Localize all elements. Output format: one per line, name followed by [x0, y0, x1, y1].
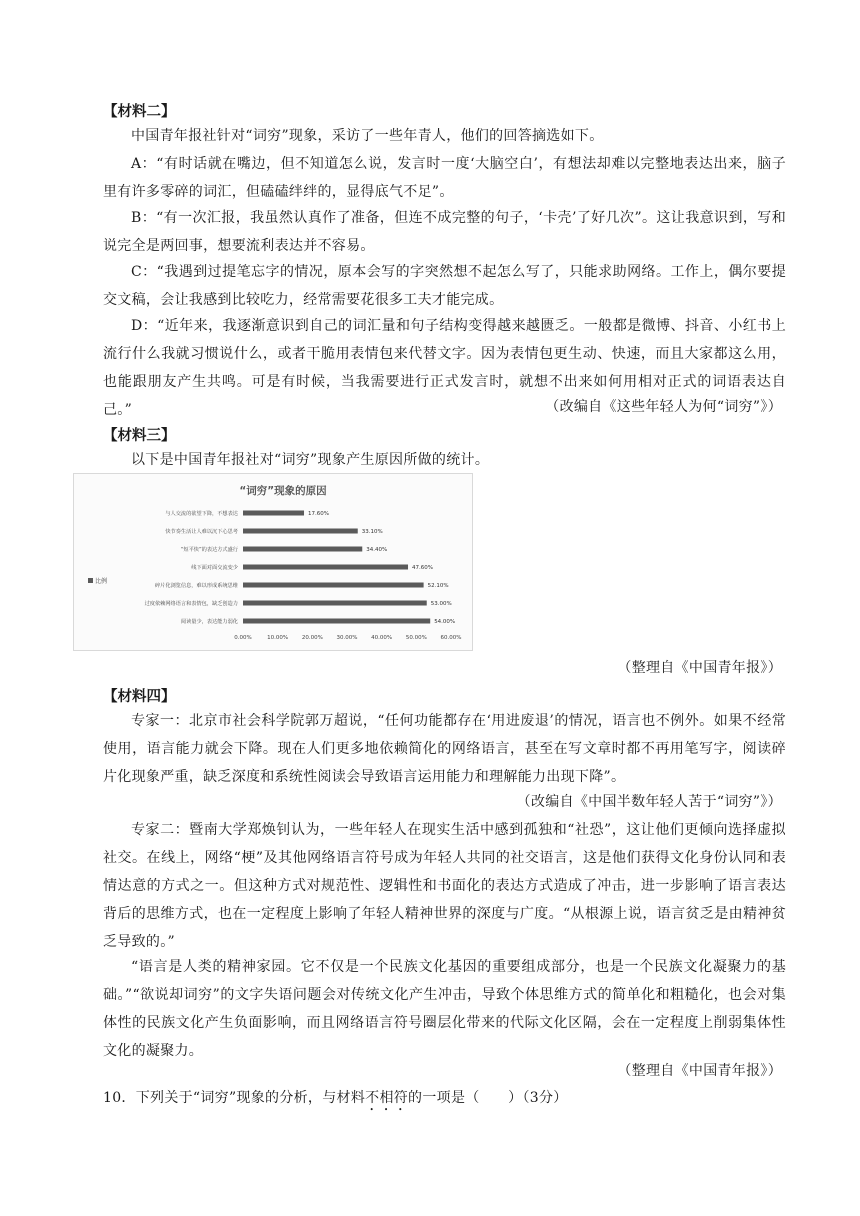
chart-title: “词穷”现象的原因 — [239, 485, 327, 497]
legend-label: 比例 — [95, 578, 108, 585]
data-label: 34.40% — [366, 547, 388, 553]
x-tick-label: 20.00% — [301, 635, 323, 641]
x-tick-label: 10.00% — [267, 635, 289, 641]
bar — [243, 583, 424, 588]
bar-chart-svg — [73, 473, 473, 651]
material2-source: （改编自《这些年轻人为何“词穷”》） — [545, 399, 782, 415]
x-tick-label: 0.00% — [234, 635, 252, 641]
data-label: 53.00% — [430, 601, 452, 607]
bar — [243, 619, 430, 624]
x-tick-label: 50.00% — [405, 635, 427, 641]
category-label: 线下面对面交流变少 — [191, 565, 238, 571]
reason-chart — [73, 473, 473, 651]
answer-b: B：“有一次汇报，我虽然认真作了准备，但连不成完整的句子，‘卡壳’了好几次”。这让我意识到，写和说完全是两回事，想要流利表达并不容易。 — [103, 210, 786, 254]
bar — [243, 547, 362, 552]
category-label: 阅读量少，表达能力弱化 — [180, 619, 238, 625]
material3-source: （整理自《中国青年报》） — [617, 660, 782, 676]
question-emphasis: 不相符 — [365, 1090, 409, 1106]
data-label: 33.10% — [361, 529, 383, 535]
bar — [243, 511, 304, 516]
category-label: 快节奏生活让人难以沉下心思考 — [165, 529, 238, 535]
data-label: 54.00% — [434, 619, 456, 625]
material4-source2: （整理自《中国青年报》） — [617, 1063, 782, 1079]
answer-d: D：“近年来，我逐渐意识到自己的词汇量和句子结构变得越来越匮乏。一般都是微博、抖音、小红书上流行什么我就习惯说什么，或者干脆用表情包来代替文字。因为表情包更生动、快速，而且大家都这么用，也能跟朋友产生共鸣。可是有时候，当我需要进行正式发言时，就想不出来如何用相对正式的词语表达自己。” — [103, 318, 786, 418]
category-label: 与人交流的欲望下降，不想表达 — [165, 511, 238, 517]
category-label: “短平快”的表达方式盛行 — [180, 547, 238, 553]
question-10 — [103, 1087, 568, 1114]
material4-heading: 【材料四】 — [103, 688, 176, 705]
material4-paragraph3: “语言是人类的精神家园。它不仅是一个民族文化基因的重要组成部分，也是一个民族文化凝聚力的基础。”“欲说却词穷”的文字失语问题会对传统文化产生冲击，导致个体思维方式的简单化和粗糙化，也会对集体性的民族文化产生负面影响，而且网络语言符号圈层化带来的代际文化区隔，会在一定程度上削弱集体性文化的凝聚力。 — [103, 959, 786, 1059]
bar — [243, 529, 358, 534]
category-label: 碎片化浏览信息，难以形成系统思维 — [154, 583, 238, 589]
data-label: 52.10% — [427, 583, 449, 589]
answer-a: A：“有时话就在嘴边，但不知道怎么说，发言时一度‘大脑空白’，有想法却难以完整地表达出来，脑子里有许多零碎的词汇，但磕磕绊绊的，显得底气不足”。 — [103, 156, 786, 200]
x-tick-label: 60.00% — [440, 635, 462, 641]
question-prefix: 10．下列关于“词穷”现象的分析，与材料 — [103, 1090, 366, 1106]
x-tick-label: 40.00% — [371, 635, 393, 641]
bar — [243, 565, 408, 570]
expert1-paragraph: 专家一：北京市社会科学院郭万超说，“任何功能都存在‘用进废退’的情况，语言也不例外。如果不经常使用，语言能力就会下降。现在人们更多地依赖简化的网络语言，甚至在写文章时都不再用笔写字，阅读碎片化现象严重，缺乏深度和系统性阅读会导致语言运用能力和理解能力出现下降”。 — [103, 713, 786, 785]
x-tick-label: 30.00% — [336, 635, 358, 641]
material3-heading: 【材料三】 — [103, 427, 176, 444]
question-suffix: 的一项是（ ）（3分） — [408, 1090, 568, 1106]
category-label: 过度依赖网络语言和表情包，缺乏创造力 — [144, 601, 238, 607]
data-label: 17.60% — [308, 511, 329, 517]
material2-heading: 【材料二】 — [103, 103, 176, 120]
bar — [243, 601, 427, 606]
answer-c: C：“我遇到过提笔忘字的情况，原本会写的字突然想不起怎么写了，只能求助网络。工作上，偶尔要提交文稿，会让我感到比较吃力，经常需要花很多工夫才能完成。 — [103, 264, 786, 308]
material2-intro: 中国青年报社针对“词穷”现象，采访了一些年青人，他们的回答摘选如下。 — [131, 128, 604, 144]
expert2-paragraph: 专家二：暨南大学郑焕钊认为，一些年轻人在现实生活中感到孤独和“社恐”，这让他们更倾向选择虚拟社交。在线上，网络“梗”及其他网络语言符号成为年轻人共同的社交语言，这是他们获得文化身份认同和表情达意的方式之一。但这种方式对规范性、逻辑性和书面化的表达方式造成了冲击，进一步影响了语言表达背后的思维方式，也在一定程度上影响了年轻人精神世界的深度与广度。“从根源上说，语言贫乏是由精神贫乏导致的。” — [103, 822, 786, 950]
material4-source1: （改编自《中国半数年轻人苦于“词穷”》） — [516, 794, 782, 810]
data-label: 47.60% — [412, 565, 433, 571]
legend-swatch — [88, 578, 93, 583]
material3-intro: 以下是中国青年报社对“词穷”现象产生原因所做的统计。 — [131, 452, 490, 468]
